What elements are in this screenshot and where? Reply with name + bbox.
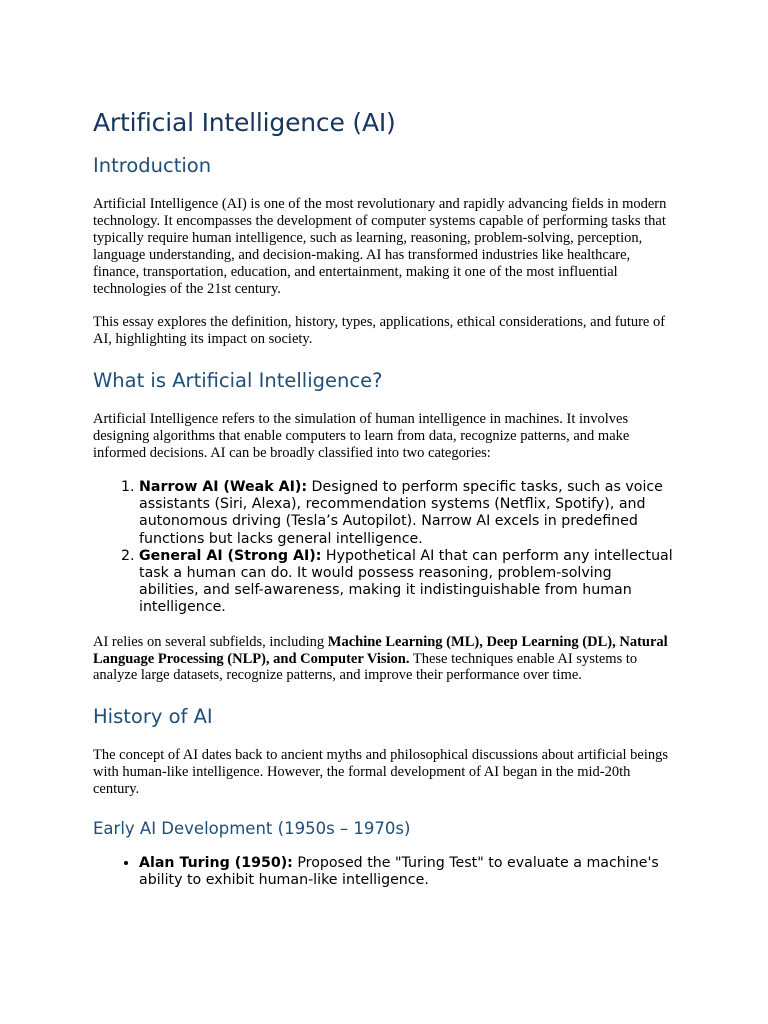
history-paragraph-1: The concept of AI dates back to ancient myths and philosophical discussions about artificial beings with human-like intelligence. However, the formal development of AI began in the mid-20th century.	[93, 747, 669, 798]
ai-categories-list	[93, 479, 673, 617]
early-ai-list	[93, 855, 673, 889]
list-item-text: Hypothetical AI that can perform any intellectual task a human can do. It would possess reasoning, problem-solving abilities, and self-awareness, making it indistinguishable from human intelligence.	[139, 547, 673, 616]
what-p2-post: These techniques enable AI systems to analyze large datasets, recognize patterns, and improve their performance over time.	[93, 650, 638, 684]
what-paragraph-2	[93, 634, 673, 685]
list-item-general-ai	[139, 548, 673, 617]
intro-paragraph-2: This essay explores the definition, history, types, applications, ethical considerations, and future of AI, highlighting its impact on society.	[93, 314, 666, 348]
list-item-text: Designed to perform specific tasks, such as voice assistants (Siri, Alexa), recommendation systems (Netflix, Spotify), and autonomous driving (Tesla’s Autopilot). Narrow AI excels in predefined functions but lacks general intelligence.	[139, 478, 663, 547]
list-item-term: Narrow AI (Weak AI):	[139, 478, 308, 495]
document-title: Artificial Intelligence (AI)	[93, 108, 396, 137]
document-content	[93, 106, 673, 889]
list-item-text: Proposed the "Turing Test" to evaluate a machine's ability to exhibit human-like intelligence.	[139, 855, 659, 889]
intro-paragraph-1: Artificial Intelligence (AI) is one of the most revolutionary and rapidly advancing fields in modern technology. It encompasses the development of computer systems capable of performing tasks that typically require human intelligence, such as learning, reasoning, problem-solving, perception, language understanding, and decision-making. AI has transformed industries like healthcare, finance, transportation, education, and entertainment, making it one of the most influential technologies of the 21st century.	[93, 196, 667, 297]
list-item-term: General AI (Strong AI):	[139, 547, 322, 564]
list-item-alan-turing	[139, 855, 673, 889]
what-p2-bold: Machine Learning (ML), Deep Learning (DL), Natural Language Processing (NLP), and Computer Vision.	[93, 633, 668, 667]
list-item-narrow-ai	[139, 479, 673, 548]
what-p2-pre: AI relies on several subfields, including	[93, 633, 328, 650]
heading-introduction: Introduction	[93, 154, 212, 177]
heading-what-is-ai: What is Artificial Intelligence?	[93, 369, 383, 393]
heading-history-of-ai: History of AI	[93, 705, 213, 729]
list-item-term: Alan Turing (1950):	[139, 855, 293, 872]
subheading-early-ai: Early AI Development (1950s – 1970s)	[93, 819, 411, 839]
what-paragraph-1: Artificial Intelligence refers to the simulation of human intelligence in machines. It involves designing algorithms that enable computers to learn from data, recognize patterns, and make informed decisions. AI can be broadly classified into two categories:	[93, 411, 630, 462]
